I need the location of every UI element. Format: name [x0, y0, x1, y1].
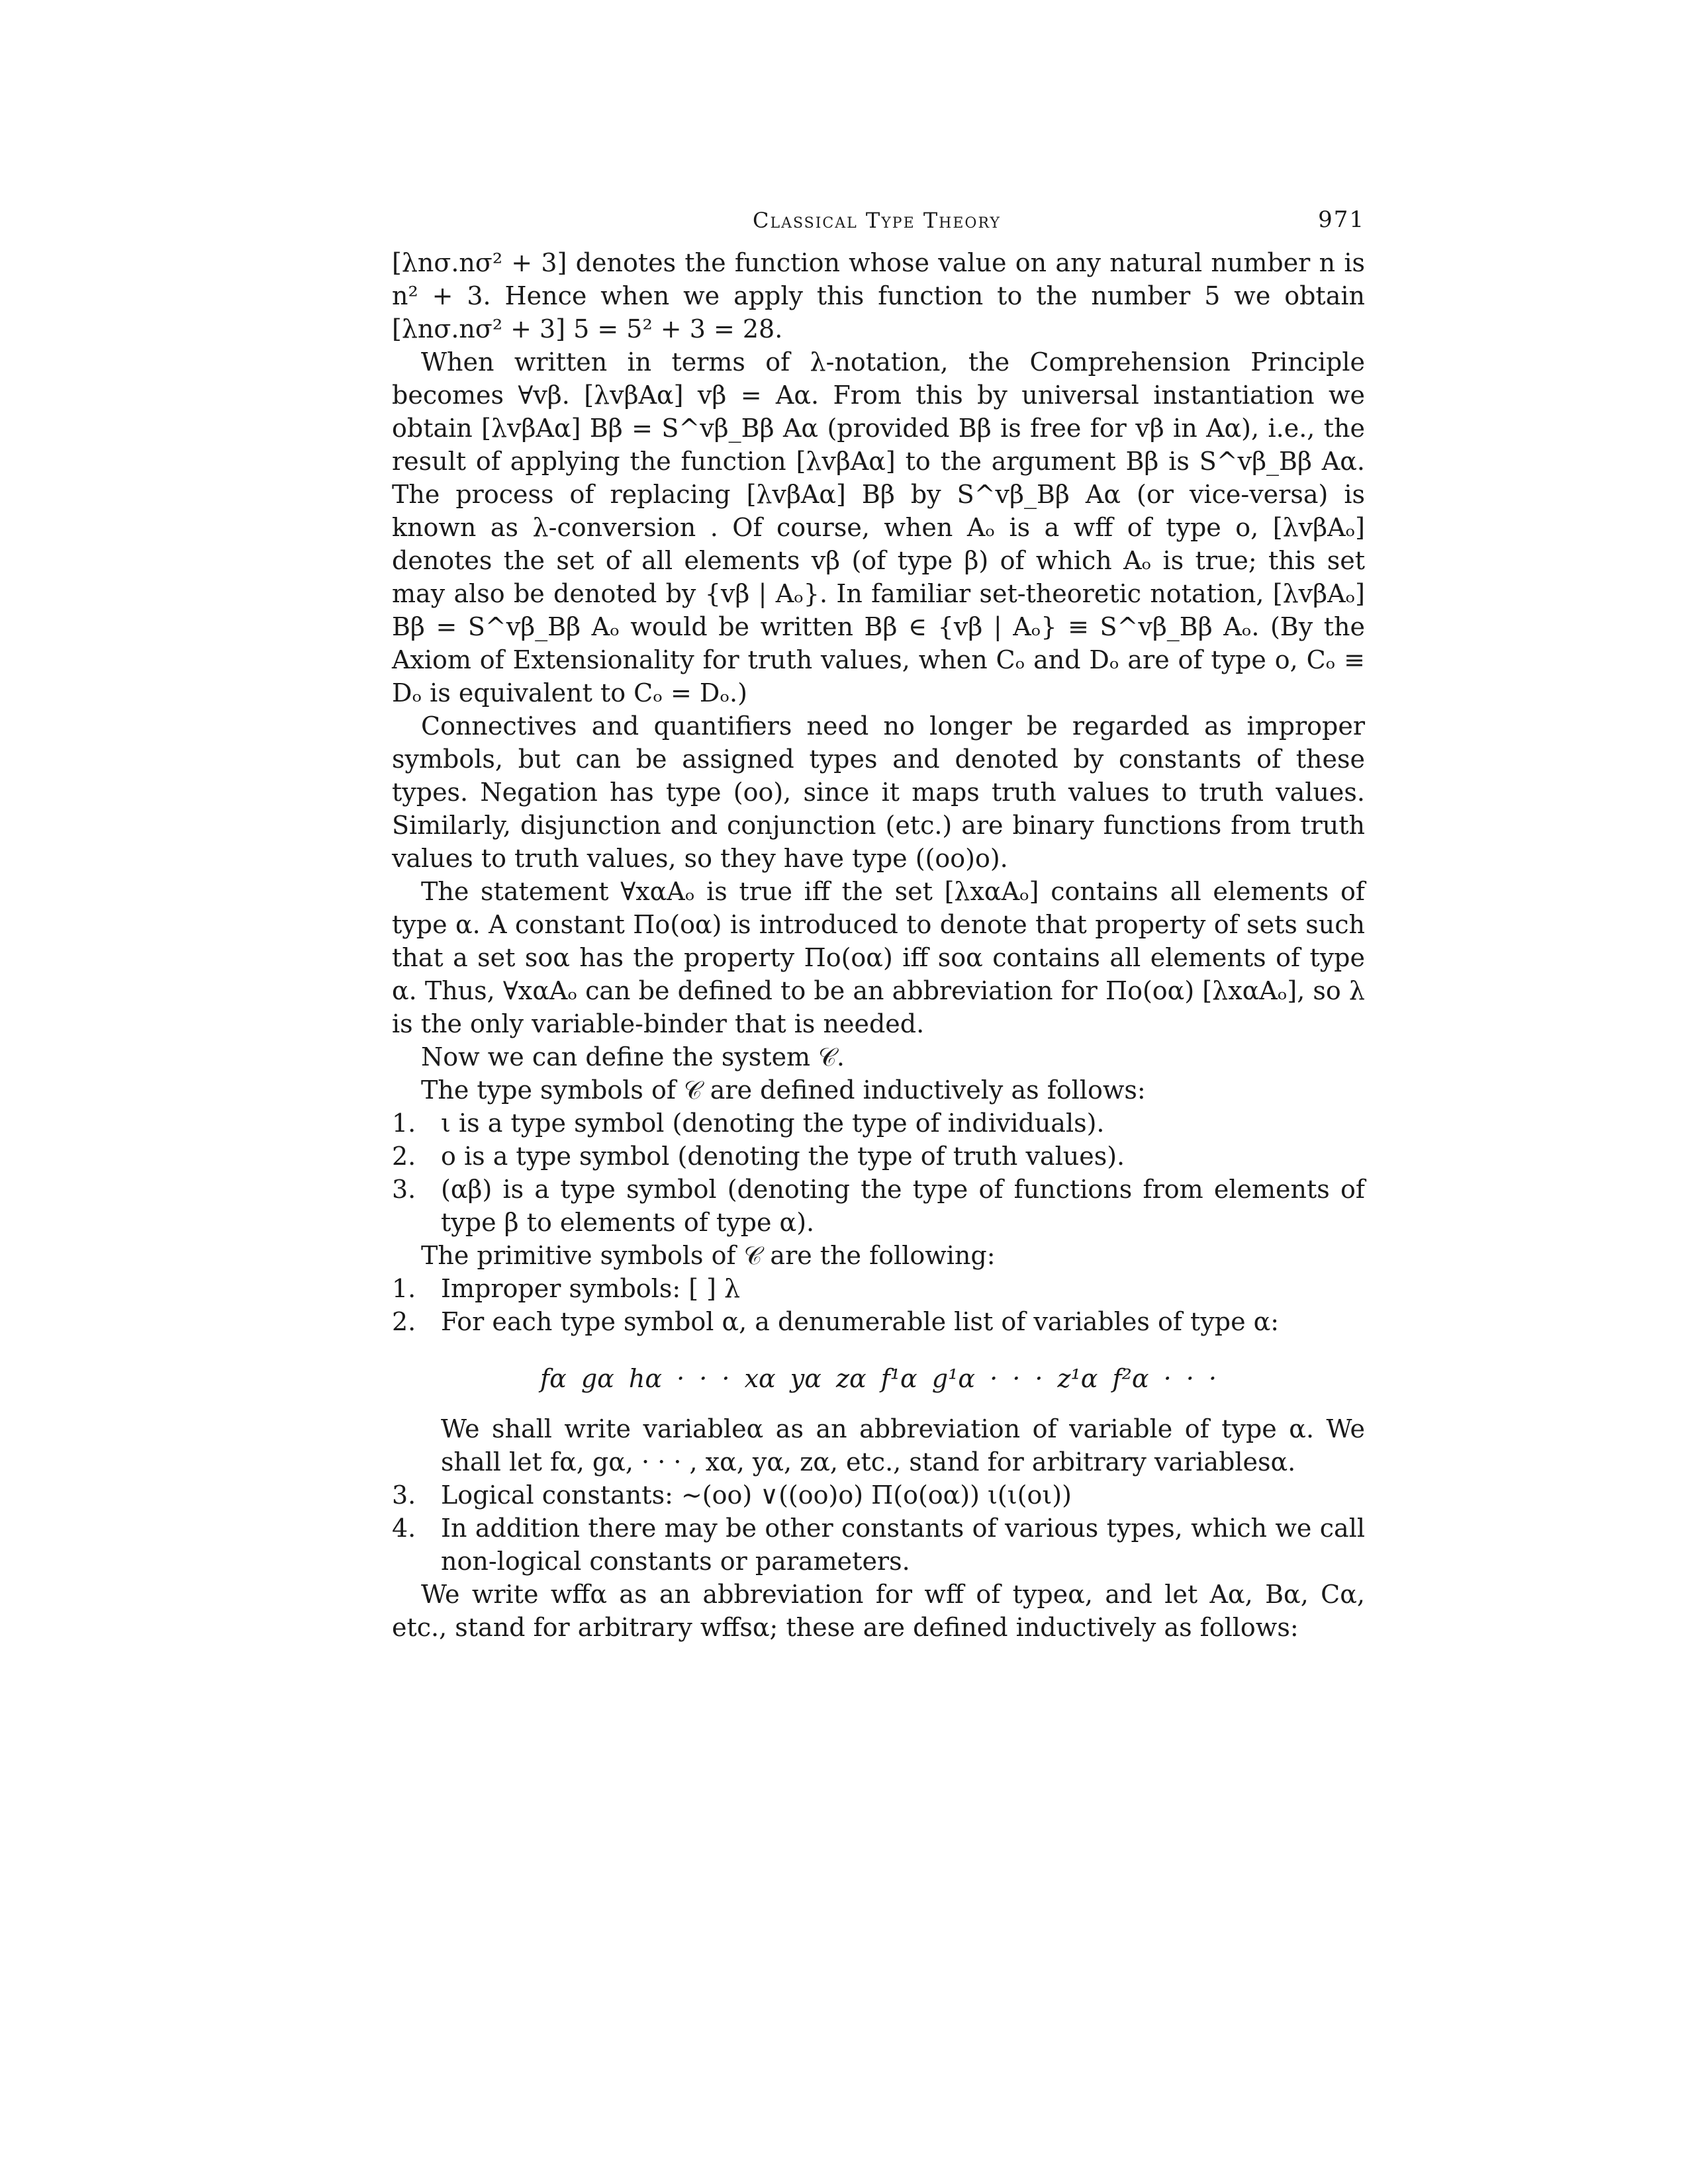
variables-note: We shall write variableα as an abbreviation of variable of type α. We shall let fα, gα, · · · , xα, yα, zα, etc., stand for arbitrary variablesα.	[441, 1414, 1365, 1477]
variables-display: fα gα hα · · · xα yα zα f¹α g¹α · · · z¹α f²α · · ·	[540, 1364, 1217, 1393]
primitive-symbol-list-continued	[392, 1479, 1365, 1578]
paragraph-type-symbols: The type symbols of 𝒞 are defined inductively as follows:	[421, 1075, 1146, 1105]
running-title: Classical Type Theory	[753, 208, 1001, 233]
primitive-symbol-list	[392, 1272, 1365, 1338]
paragraph-lambda-example: [λnσ.nσ² + 3] denotes the function whose value on any natural number n is n² + 3. Hence when we apply this function to the number 5 we obtain [λnσ.nσ² + 3] 5 = 5² + 3 = 28.	[392, 248, 1365, 343]
paragraph-define-system: Now we can define the system 𝒞.	[421, 1042, 845, 1071]
running-head	[392, 199, 1365, 238]
paragraph-connectives: Connectives and quantifiers need no longer be regarded as improper symbols, but can be assigned types and denoted by constants of these types. Negation has type (oo), since it maps truth values to truth values. Similarly, disjunction and conjunction (etc.) are binary functions from truth values to truth values, so they have type ((oo)o).	[392, 711, 1365, 873]
list-item: 1. Improper symbols: [ ] λ	[392, 1274, 741, 1303]
page-number: 971	[1318, 206, 1365, 233]
list-item: 3. Logical constants: ∼(oo) ∨((oo)o) Π(o(oα)) ι(ι(oι))	[392, 1480, 1072, 1510]
paragraph-primitive-intro: The primitive symbols of 𝒞 are the following:	[421, 1241, 996, 1270]
paragraph-wff-definition: We write wffα as an abbreviation for wff of typeα, and let Aα, Bα, Cα, etc., stand for arbitrary wffsα; these are defined inductively as follows:	[392, 1580, 1365, 1642]
list-item: 2. o is a type symbol (denoting the type of truth values).	[392, 1142, 1125, 1171]
page	[392, 199, 1365, 1644]
list-item: 2. For each type symbol α, a denumerable list of variables of type α:	[392, 1307, 1280, 1336]
list-item: 1. ι is a type symbol (denoting the type of individuals).	[392, 1109, 1105, 1138]
list-item: 4. In addition there may be other constants of various types, which we call non-logical constants or parameters.	[392, 1514, 1365, 1576]
paragraph-quantifier: The statement ∀xαAₒ is true iff the set [λxαAₒ] contains all elements of type α. A constant Πo(oα) is introduced to denote that property of sets such that a set soα has the property Πo(oα) iff soα contains all elements of type α. Thus, ∀xαAₒ can be defined to be an abbreviation for Πo(oα) [λxαAₒ], so λ is the only variable-binder that is needed.	[392, 877, 1365, 1038]
paragraph-comprehension: When written in terms of λ-notation, the Comprehension Principle becomes ∀vβ. [λvβAα] vβ = Aα. From this by universal instantiation we obtain [λvβAα] Bβ = S^vβ_Bβ Aα (provided Bβ is free for vβ in Aα), i.e., the result of applying the function [λvβAα] to the argument Bβ is S^vβ_Bβ Aα. The process of replacing [λvβAα] Bβ by S^vβ_Bβ Aα (or vice-versa) is known as λ-conversion . Of course, when Aₒ is a wff of type o, [λvβAₒ] denotes the set of all elements vβ (of type β) of which Aₒ is true; this set may also be denoted by {vβ | Aₒ}. In familiar set-theoretic notation, [λvβAₒ] Bβ = S^vβ_Bβ Aₒ would be written Bβ ∈ {vβ | Aₒ} ≡ S^vβ_Bβ Aₒ. (By the Axiom of Extensionality for truth values, when Cₒ and Dₒ are of type o, Cₒ ≡ Dₒ is equivalent to Cₒ = Dₒ.)	[392, 347, 1365, 707]
list-item: 3. (αβ) is a type symbol (denoting the type of functions from elements of type β to elements of type α).	[392, 1175, 1365, 1237]
type-symbol-list	[392, 1107, 1365, 1239]
